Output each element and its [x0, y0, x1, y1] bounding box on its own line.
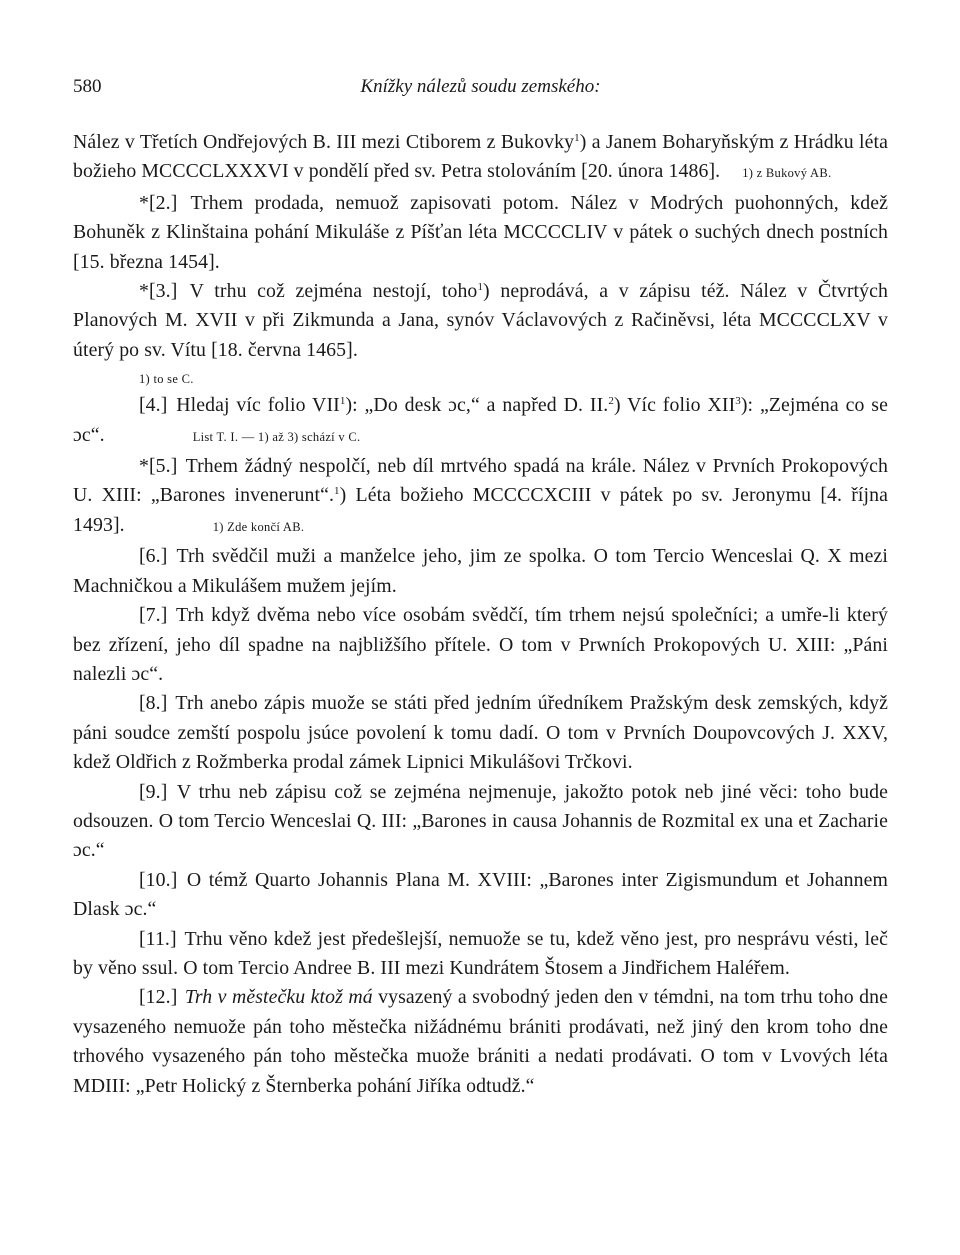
text-run: Trh když dvěma nebo více osobám svědčí, tím trhem nejsú společníci; a umře-li který bez zřízení, jeho díl spadne na najbližšího přítele. O tom v Prwních Prokopových U. XIII: „Páni nalezli ɔc“.	[73, 604, 888, 685]
footnote-marker: 1	[574, 132, 580, 144]
paragraph-p7	[73, 601, 888, 689]
footnote: List T. I. — 1) až 3) schází v C.	[192, 429, 361, 444]
paragraph-p9	[73, 778, 888, 866]
text-run: Trhem žádný nespolčí, neb díl mrtvého spadá na krále. Nález v Prvních Prokopových U. XIII: „Barones invenerunt“.	[73, 455, 888, 507]
footnote-line	[73, 365, 888, 391]
page-number: 580	[73, 76, 102, 97]
paragraph-number: [12.]	[139, 986, 178, 1009]
footnote-marker: 3	[735, 395, 741, 408]
footnote: 1) to se C.	[139, 372, 194, 387]
paragraph-number: [11.]	[139, 927, 177, 950]
text-run: Trh anebo zápis muože se státi před jedním úředníkem Pražským desk zemských, když páni soudce zemští pospolu jsúce povolení k tomu dadí. O tom v Prvních Doupovcových J. XXV, kdež Oldřich z Rožmberka prodal zámek Lipnici Mikulášovi Trčkovi.	[73, 692, 888, 774]
paragraph-p8	[73, 689, 888, 777]
text-run: O témž Quarto Johannis Plana M. XVIII: „Barones inter Zigismundum et Johannem Dlask ɔc.“	[73, 868, 888, 921]
text-run: Trhem prodada, nemuož zapisovati potom. Nález v Modrých puohonných, kdež Bohuněk z Klinštaina pohání Mikuláše z Píšťan léta MCCCCLIV v pátek o suchých dnech postních [15. března 1454].	[73, 191, 888, 273]
text-run: ): „Do desk ɔc,“ a napřed D. II.	[345, 394, 609, 417]
paragraph-number: [4.]	[139, 394, 168, 417]
paragraph-p12	[73, 983, 888, 1101]
text-run: ): „Zejména co se ɔc“.	[73, 394, 888, 446]
paragraph-p10	[73, 866, 888, 925]
text-run: ) a Janem Boharyňským z Hrádku léta božieho MCCCCLXXXVI v pondělí před sv. Petra stolováním [20. února 1486].	[73, 131, 888, 183]
paragraph-number: *[5.]	[139, 455, 178, 478]
text-run: V trhu což zejména nestojí, toho	[179, 280, 478, 303]
footnote-marker: 1	[334, 485, 340, 498]
paragraph-p3	[73, 277, 888, 365]
text-run: ) Víc folio XII	[613, 394, 736, 417]
paragraph-p6	[73, 542, 888, 601]
paragraph-number: [10.]	[139, 868, 178, 891]
paragraph-number: *[3.]	[139, 280, 178, 303]
paragraph-p5	[73, 452, 888, 542]
footnote-marker: 2	[608, 395, 614, 408]
paragraph-p4	[73, 391, 888, 452]
footnote-marker: 1	[339, 395, 346, 408]
footnote: 1) z Bukový AB.	[742, 166, 832, 181]
paragraph-number: *[2.]	[139, 191, 178, 214]
text-run: V trhu neb zápisu což se zejména nejmenuje, jakožto potok neb jiné věci: toho bude odsouzen. O tom Tercio Wenceslai Q. III: „Barones in causa Johannis de Rozmital ex una et Zacharie ɔc.“	[73, 780, 888, 862]
paragraph-number: [6.]	[139, 545, 168, 568]
page-body	[73, 128, 888, 1101]
page-header	[73, 76, 888, 100]
text-run: ) Léta božieho MCCCCXCIII v pátek po sv. Jeronymu [4. října 1493].	[73, 484, 888, 536]
text-run: vysazený a svobodný jeden den v témdni, na tom trhu toho dne vysazeného nemuože pán toho městečka nižádnému brániti prodávati, než jiný den krom toho dne trhového vysazeného pán toho městečka muože brániti a nedati prodávati. O tom v Lvových léta MDIII: „Petr Holický z Šternberka pohání Jiříka odtudž.“	[73, 986, 889, 1097]
text-run: Trhu věno kdež jest předešlejší, nemuože se tu, kdež věno jest, pro nesprávu vésti, leč by věno ssul. O tom Tercio Andree B. III mezi Kundrátem Štosem a Jindřichem Haléřem.	[73, 927, 888, 979]
footnote-marker: 1	[477, 281, 484, 294]
italic-phrase: Trh v městečku ktož má	[179, 986, 373, 1009]
text-run: ) neprodává, a v zápisu též. Nález v Čtvrtých Planových M. XVII v při Zikmunda a Jana, synóv Václavových z Račiněvsi, léta MCCCCLXV v úterý po sv. Vítu [18. června 1465].	[73, 280, 889, 361]
paragraph-p1	[73, 128, 888, 189]
text-run: Nález v Třetích Ondřejových B. III mezi Ctiborem z Bukovky	[73, 131, 575, 153]
text-run: Trh svědčil muži a manželce jeho, jim ze spolka. O tom Tercio Wenceslai Q. X mezi Machničkou a Mikulášem mužem jejím.	[73, 545, 888, 597]
footnote: 1) Zde končí AB.	[212, 519, 305, 534]
paragraph-p11	[73, 925, 888, 984]
paragraph-number: [8.]	[139, 692, 168, 715]
text-run: Hledaj víc folio VII	[169, 394, 340, 417]
paragraph-number: [9.]	[139, 780, 168, 803]
running-title: Knížky nálezů soudu zemského:	[360, 76, 601, 97]
paragraph-p2	[73, 189, 888, 277]
paragraph-number: [7.]	[139, 604, 168, 627]
